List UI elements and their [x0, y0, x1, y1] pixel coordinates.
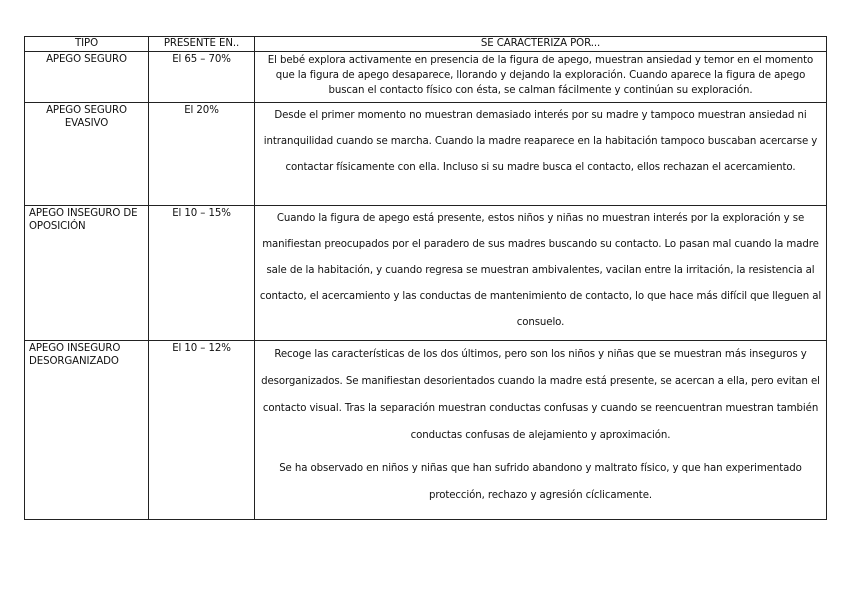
- row-presente: El 10 – 15%: [149, 206, 255, 341]
- row-descripcion: [255, 103, 827, 206]
- table-row: [25, 206, 827, 341]
- row-presente: El 65 – 70%: [149, 52, 255, 103]
- description-paragraph: Recoge las características de los dos últimos, pero son los niños y niñas que se muestran más inseguros y desorganizados. Se manifiestan desorientados cuando la madre está presente, se acercan a ella, pero evitan el contacto visual. Tras la separación muestran conductas confusas y cuando se reencuentran muestran también conductas confusas de alejamiento y aproximación.: [261, 349, 820, 441]
- row-tipo: APEGO SEGURO EVASIVO: [25, 103, 149, 206]
- description-paragraph: Desde el primer momento no muestran demasiado interés por su madre y tampoco muestran ansiedad ni intranquilidad cuando se marcha. Cuando la madre reaparece en la habitación tampoco buscaban acercarse y contactar físicamente con ella. Incluso si su madre busca el contacto, ellos rechazan el acercamiento.: [263, 110, 818, 173]
- row-descripcion: [255, 52, 827, 103]
- table-row: [25, 341, 827, 520]
- table-row: [25, 103, 827, 206]
- description-paragraph: Se ha observado en niños y niñas que han sufrido abandono y maltrato físico, y que han experimentado protección, rechazo y agresión cíclicamente.: [279, 463, 802, 501]
- attachment-types-table: [24, 36, 827, 520]
- row-tipo: APEGO SEGURO: [25, 52, 149, 103]
- row-presente: El 20%: [149, 103, 255, 206]
- header-tipo: TIPO: [25, 37, 149, 52]
- header-presente-en: PRESENTE EN..: [149, 37, 255, 52]
- table-header-row: [25, 37, 827, 52]
- row-descripcion: [255, 341, 827, 520]
- description-paragraph: El bebé explora activamente en presencia de la figura de apego, muestran ansiedad y temor en el momento que la figura de apego desaparece, llorando y dejando la exploración. Cuando aparece la figura de apego buscan el contacto físico con ésta, se calman fácilmente y continúan su exploración.: [267, 55, 814, 96]
- row-descripcion: [255, 206, 827, 341]
- row-tipo: APEGO INSEGURO DESORGANIZADO: [25, 341, 149, 520]
- header-caracteriza: SE CARACTERIZA POR...: [255, 37, 827, 52]
- row-presente: El 10 – 12%: [149, 341, 255, 520]
- row-tipo: APEGO INSEGURO DE OPOSICIÓN: [25, 206, 149, 341]
- description-paragraph: Cuando la figura de apego está presente, estos niños y niñas no muestran interés por la exploración y se manifiestan preocupados por el paradero de sus madres buscando su contacto. Lo pasan mal cuando la madre sale de la habitación, y cuando regresa se muestran ambivalentes, vacilan entre la irritación, la resistencia al contacto, el acercamiento y las conductas de mantenimiento de contacto, lo que hace más difícil que lleguen al consuelo.: [259, 213, 822, 328]
- table-row: [25, 52, 827, 103]
